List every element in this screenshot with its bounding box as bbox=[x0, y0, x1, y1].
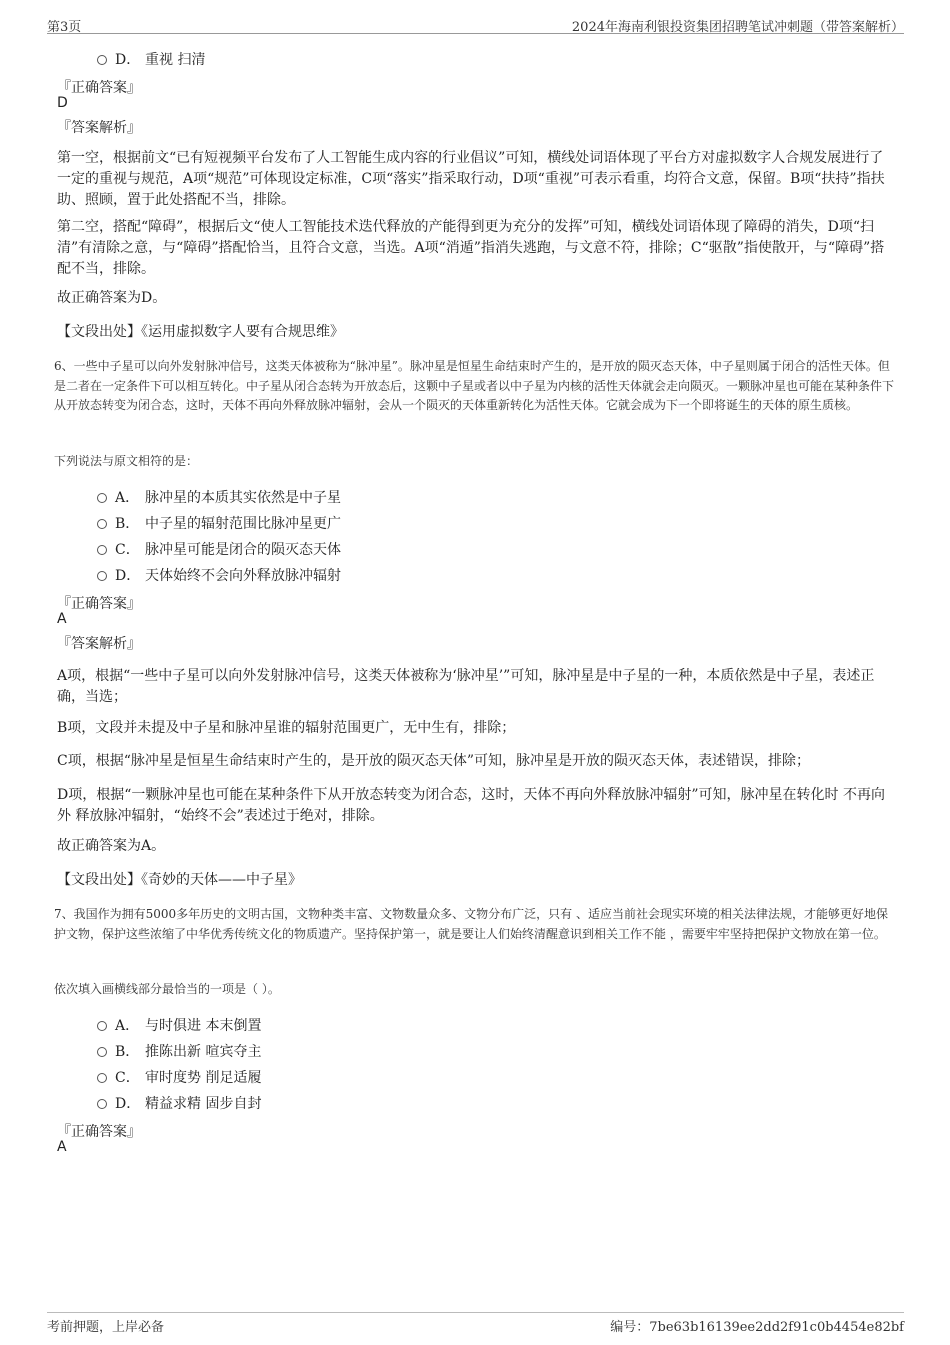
radio-icon[interactable] bbox=[97, 519, 107, 529]
q7-option-d[interactable] bbox=[97, 1093, 261, 1113]
page-footer bbox=[47, 1312, 904, 1336]
option-letter: A． bbox=[115, 490, 140, 506]
footer-slogan: 考前押题，上岸必备 bbox=[47, 1320, 165, 1335]
q6-analysis-c: C项，根据“脉冲星是恒星生命结束时产生的，是开放的陨灭态天体”可知，脉冲星是开放的陨灭态天体，表述错误，排除； bbox=[57, 753, 811, 769]
option-letter: C． bbox=[115, 542, 140, 558]
option-text: 与时俱进 本末倒置 bbox=[145, 1018, 262, 1034]
q6-analysis-a: A项，根据“一些中子星可以向外发射脉冲信号，这类天体被称为‘脉冲星’”可知，脉冲星是中子星的一种，本质依然是中子星，表述正确，当选； bbox=[57, 668, 875, 705]
option-letter: D． bbox=[115, 568, 141, 584]
option-letter: D． bbox=[115, 52, 141, 68]
option-text: 天体始终不会向外释放脉冲辐射 bbox=[145, 568, 341, 584]
q5-analysis-paragraph-2: 第二空，搭配“障碍”，根据后文“使人工智能技术迭代释放的产能得到更为充分的发挥”可知，横线处词语体现了障碍的消失，D项“扫清”有清除之意，与“障碍”搭配恰当，且符合文意，当选。A项“消遁”指消失逃跑，与文意不符，排除；C“驱散”指使散开，与“障碍”搭配不当，排除。 bbox=[57, 219, 885, 277]
option-letter: D． bbox=[115, 1096, 141, 1112]
q7-prompt: 依次填入画横线部分最恰当的一项是（ ）。 bbox=[54, 982, 280, 996]
radio-icon[interactable] bbox=[97, 1047, 107, 1057]
radio-icon[interactable] bbox=[97, 571, 107, 581]
q6-answer-heading: 『正确答案』 bbox=[57, 596, 141, 612]
q5-answer-value: D bbox=[57, 95, 68, 111]
option-letter: C． bbox=[115, 1070, 140, 1086]
q5-analysis-paragraph-1: 第一空，根据前文“已有短视频平台发布了人工智能生成内容的行业倡议”可知，横线处词语体现了平台方对虚拟数字人合规发展进行了一定的重视与规范，A项“规范”可体现设定标准，C项“落实”指采取行动，D项“重视”可表示看重，均符合文意，保留。B项“扶持”指扶助、照顾，置于此处搭配不当，排除。 bbox=[57, 150, 885, 208]
q7-option-a[interactable] bbox=[97, 1015, 261, 1035]
option-letter: B． bbox=[115, 516, 140, 532]
q6-analysis-d: D项，根据“一颗脉冲星也可能在某种条件下从开放态转变为闭合态，这时，天体不再向外释放脉冲辐射”可知，脉冲星在转化时 不再向外 释放脉冲辐射，“始终不会”表述过于绝对，排除。 bbox=[57, 787, 885, 824]
option-text: 中子星的辐射范围比脉冲星更广 bbox=[145, 516, 341, 532]
q7-answer-value: A bbox=[57, 1139, 67, 1155]
radio-icon[interactable] bbox=[97, 55, 107, 65]
option-text: 推陈出新 喧宾夺主 bbox=[145, 1044, 262, 1060]
q6-option-b[interactable] bbox=[97, 513, 341, 533]
q5-answer-heading: 『正确答案』 bbox=[57, 80, 141, 96]
q5-analysis-heading: 『答案解析』 bbox=[57, 120, 141, 136]
q6-analysis-heading: 『答案解析』 bbox=[57, 636, 141, 652]
radio-icon[interactable] bbox=[97, 1073, 107, 1083]
radio-icon[interactable] bbox=[97, 1021, 107, 1031]
option-text: 脉冲星可能是闭合的陨灭态天体 bbox=[145, 542, 341, 558]
q6-passage: 6、一些中子星可以向外发射脉冲信号，这类天体被称为“脉冲星”。脉冲星是恒星生命结束时产生的，是开放的陨灭态天体，中子星则属于闭合的活性天体。但是二者在一定条件下可以相互转化。中子星从闭合态转为开放态后，这颗中子星或者以中子星为内核的活性天体就会走向陨灭。一颗脉冲星也可能在某种条件下从开放态转变为闭合态，这时，天体不再向外释放脉冲辐射，会从一个陨灭的天体重新转化为活性天体。它就会成为下一个即将诞生的天体的原生质核。 bbox=[54, 359, 895, 412]
q5-conclusion: 故正确答案为D。 bbox=[57, 290, 167, 306]
option-text: 脉冲星的本质其实依然是中子星 bbox=[145, 490, 341, 506]
q6-analysis-b: B项，文段并未提及中子星和脉冲星谁的辐射范围更广，无中生有，排除； bbox=[57, 720, 516, 736]
q7-option-b[interactable] bbox=[97, 1041, 261, 1061]
option-text: 审时度势 削足适履 bbox=[145, 1070, 262, 1086]
option-letter: A． bbox=[115, 1018, 140, 1034]
page-number: 第3页 bbox=[47, 20, 82, 35]
q6-source: 【文段出处】《奇妙的天体——中子星》 bbox=[57, 872, 302, 888]
q6-option-d[interactable] bbox=[97, 565, 341, 585]
q6-option-a[interactable] bbox=[97, 487, 341, 507]
document-code: 编号：7be63b16139ee2dd2f91c0b4454e82bf bbox=[610, 1320, 904, 1335]
q7-option-c[interactable] bbox=[97, 1067, 261, 1087]
q5-option-d[interactable] bbox=[97, 49, 205, 69]
document-title: 2024年海南利银投资集团招聘笔试冲刺题（带答案解析） bbox=[571, 20, 904, 35]
q6-conclusion: 故正确答案为A。 bbox=[57, 838, 166, 854]
option-text: 重视 扫清 bbox=[145, 52, 206, 68]
radio-icon[interactable] bbox=[97, 493, 107, 503]
q6-answer-value: A bbox=[57, 611, 67, 627]
q5-source: 【文段出处】《运用虚拟数字人要有合规思维》 bbox=[57, 324, 344, 340]
page-header bbox=[47, 14, 904, 34]
q7-answer-heading: 『正确答案』 bbox=[57, 1124, 141, 1140]
radio-icon[interactable] bbox=[97, 1099, 107, 1109]
q6-option-c[interactable] bbox=[97, 539, 341, 559]
q7-passage: 7、我国作为拥有5000多年历史的文明古国，文物种类丰富、文物数量众多、文物分布广泛，只有 、适应当前社会现实环境的相关法律法规，才能够更好地保护文物，保护这些浓缩了中华优秀传统文化的物质遗产。坚持保护第一，就是要让人们始终清醒意识到相关工作不能 ，需要牢牢坚持把保护文物放在第一位。 bbox=[54, 907, 888, 941]
option-letter: B． bbox=[115, 1044, 140, 1060]
q6-prompt: 下列说法与原文相符的是： bbox=[54, 454, 199, 468]
option-text: 精益求精 固步自封 bbox=[145, 1096, 262, 1112]
radio-icon[interactable] bbox=[97, 545, 107, 555]
